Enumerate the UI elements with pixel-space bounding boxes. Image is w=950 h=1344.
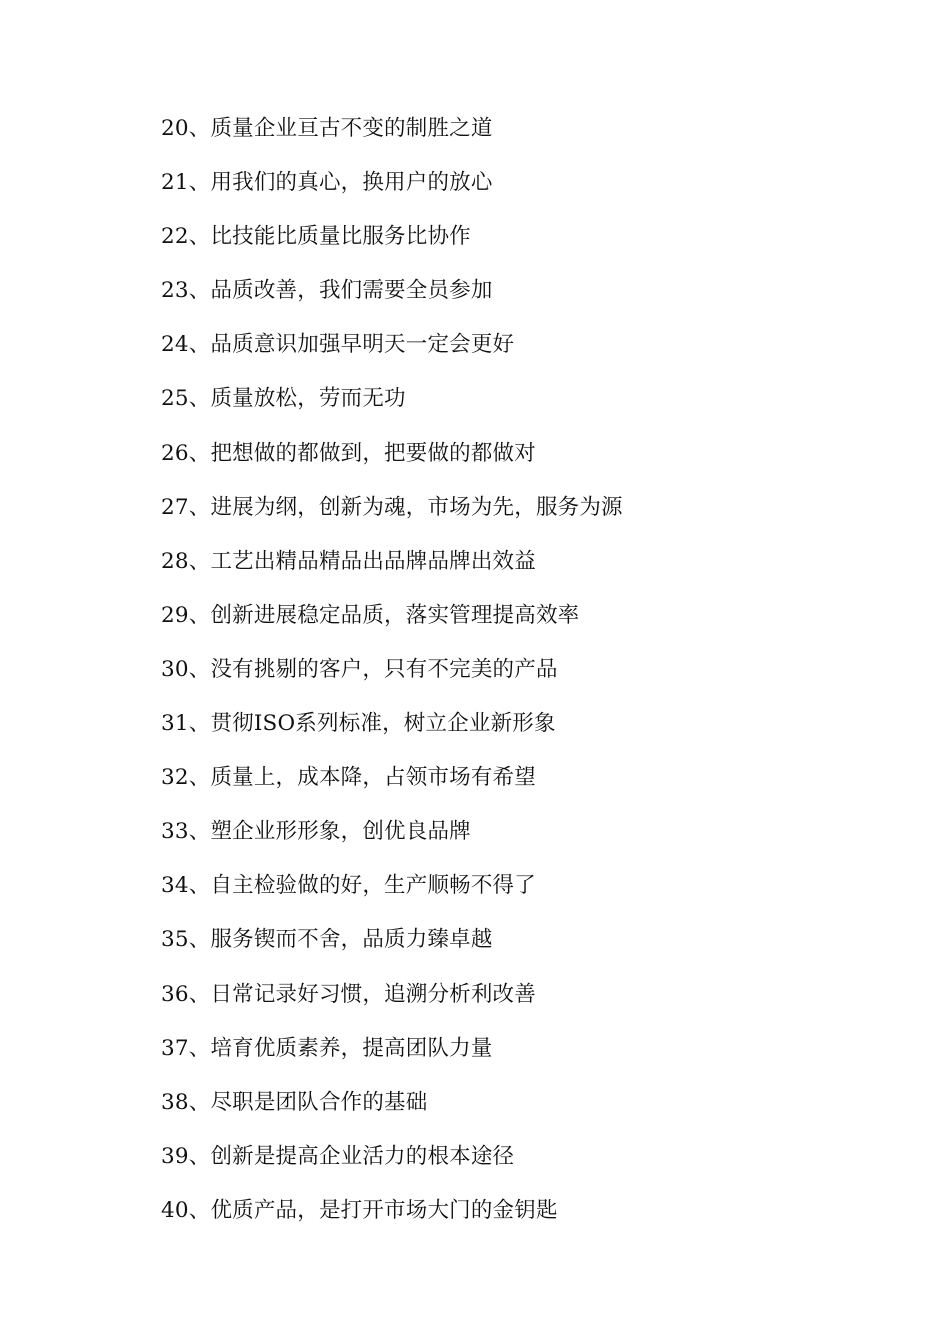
list-item: 24、品质意识加强早明天一定会更好 (161, 332, 515, 358)
list-item: 22、比技能比质量比服务比协作 (161, 224, 471, 250)
list-item: 33、塑企业形形象，创优良品牌 (161, 819, 471, 845)
list-item: 20、质量企业亘古不变的制胜之道 (161, 116, 493, 141)
list-item: 26、把想做的都做到，把要做的都做对 (161, 440, 536, 466)
list-item: 39、创新是提高企业活力的根本途径 (161, 1143, 515, 1169)
list-item: 32、质量上，成本降，占领市场有希望 (161, 765, 536, 791)
list-item: 21、用我们的真心，换用户的放心 (161, 170, 493, 196)
list-item: 37、培育优质素养，提高团队力量 (161, 1035, 493, 1061)
list-item: 40、优质产品，是打开市场大门的金钥匙 (161, 1197, 558, 1223)
list-item: 30、没有挑剔的客户，只有不完美的产品 (161, 656, 558, 682)
list-item: 25、质量放松，劳而无功 (161, 386, 406, 412)
list-item: 35、服务锲而不舍，品质力臻卓越 (161, 927, 493, 953)
slogan-list (161, 112, 623, 1248)
list-item: 29、创新进展稳定品质，落实管理提高效率 (161, 602, 580, 628)
list-item: 38、尽职是团队合作的基础 (161, 1089, 428, 1115)
list-item: 28、工艺出精品精品出品牌品牌出效益 (161, 548, 536, 574)
list-item: 27、进展为纲，创新为魂，市场为先，服务为源 (161, 494, 623, 520)
list-item: 23、品质改善，我们需要全员参加 (161, 278, 493, 304)
list-item: 36、日常记录好习惯，追溯分析利改善 (161, 981, 536, 1007)
list-item: 31、贯彻ISO系列标准，树立企业新形象 (161, 711, 556, 737)
list-item: 34、自主检验做的好，生产顺畅不得了 (161, 873, 536, 899)
